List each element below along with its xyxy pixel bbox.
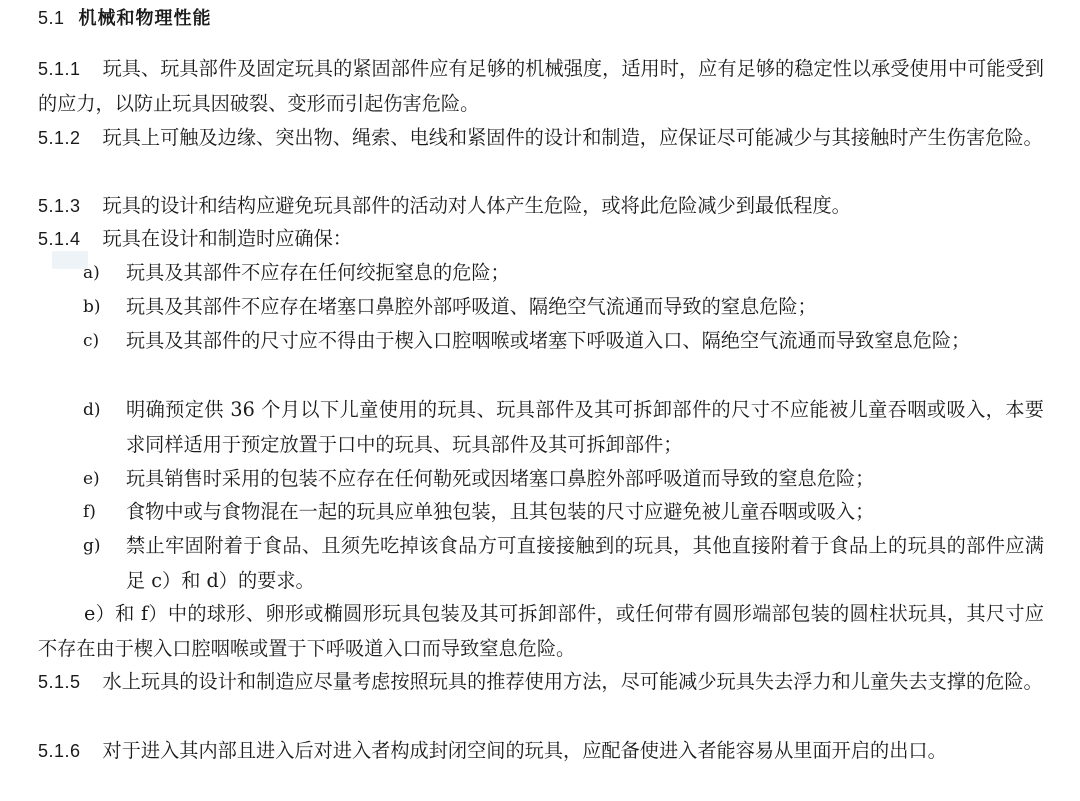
list-item-text: 食物中或与食物混在一起的玩具应单独包装，且其包装的尺寸应避免被儿童吞咽或吸入； (126, 500, 875, 523)
clause-5-1-3 (38, 189, 1044, 224)
clause-text: 对于进入其内部且进入后对进入者构成封闭空间的玩具，应配备使进入者能容易从里面开启的出口。 (102, 739, 947, 762)
clause-number: 5.1.2 (38, 128, 81, 148)
clause-5-1-1 (38, 52, 1044, 121)
section-heading (38, 4, 212, 32)
section-number: 5.1 (38, 8, 65, 28)
clause-number: 5.1.6 (38, 741, 81, 761)
clause-number: 5.1.5 (38, 672, 81, 692)
list-marker: e) (83, 469, 100, 489)
clause-5-1-5 (38, 665, 1044, 700)
clause-text: 玩具在设计和制造时应确保： (102, 227, 352, 250)
list-item-b (83, 290, 1044, 325)
list-item-f (83, 495, 1044, 530)
list-item-a (83, 256, 1044, 291)
clause-text: 玩具的设计和结构应避免玩具部件的活动对人体产生危险，或将此危险减少到最低程度。 (102, 194, 851, 217)
list-item-text: 玩具及其部件不应存在堵塞口鼻腔外部呼吸道、隔绝空气流通而导致的窒息危险； (126, 295, 817, 318)
list-marker: c) (83, 331, 100, 351)
list-item-c (83, 324, 1044, 359)
clause-5-1-6 (38, 734, 1044, 769)
list-item-g (83, 529, 1044, 598)
list-marker: a) (83, 263, 100, 283)
list-marker: g) (83, 536, 101, 556)
list-item-text: 玩具及其部件的尺寸应不得由于楔入口腔咽喉或堵塞下呼吸道入口、隔绝空气流通而导致窒息危险； (126, 329, 971, 352)
clause-text: 水上玩具的设计和制造应尽量考虑按照玩具的推荐使用方法，尽可能减少玩具失去浮力和儿童失去支撑的危险。 (102, 670, 1043, 693)
clause-number: 5.1.1 (38, 59, 81, 79)
list-marker: b) (83, 297, 101, 317)
list-marker: f) (83, 502, 96, 522)
list-item-text: 玩具销售时采用的包装不应存在任何勒死或因堵塞口鼻腔外部呼吸道而导致的窒息危险； (126, 467, 875, 490)
clause-5-1-4 (38, 222, 1044, 257)
list-item-d (83, 393, 1044, 462)
clause-5-1-2 (38, 121, 1044, 156)
clause-number: 5.1.3 (38, 196, 81, 216)
note-paragraph: e）和 f）中的球形、卵形或椭圆形玩具包装及其可拆卸部件，或任何带有圆形端部包装的圆柱状玩具，其尺寸应不存在由于楔入口腔咽喉或置于下呼吸道入口而导致窒息危险。 (38, 602, 1044, 660)
section-title: 机械和物理性能 (78, 8, 212, 29)
list-item-text: 明确预定供 36 个月以下儿童使用的玩具、玩具部件及其可拆卸部件的尺寸不应能被儿童吞咽或吸入，本要求同样适用于预定放置于口中的玩具、玩具部件及其可拆卸部件； (126, 398, 1044, 456)
clause-number: 5.1.4 (38, 229, 81, 249)
list-item-e (83, 462, 1044, 497)
clause-text: 玩具、玩具部件及固定玩具的紧固部件应有足够的机械强度，适用时，应有足够的稳定性以承受使用中可能受到的应力，以防止玩具因破裂、变形而引起伤害危险。 (38, 57, 1044, 115)
list-item-text: 禁止牢固附着于食品、且须先吃掉该食品方可直接接触到的玩具，其他直接附着于食品上的玩具的部件应满足 c）和 d）的要求。 (126, 534, 1044, 592)
clause-text: 玩具上可触及边缘、突出物、绳索、电线和紧固件的设计和制造，应保证尽可能减少与其接触时产生伤害危险。 (102, 126, 1043, 149)
list-item-text: 玩具及其部件不应存在任何绞扼窒息的危险； (126, 261, 510, 284)
list-marker: d) (83, 400, 101, 420)
